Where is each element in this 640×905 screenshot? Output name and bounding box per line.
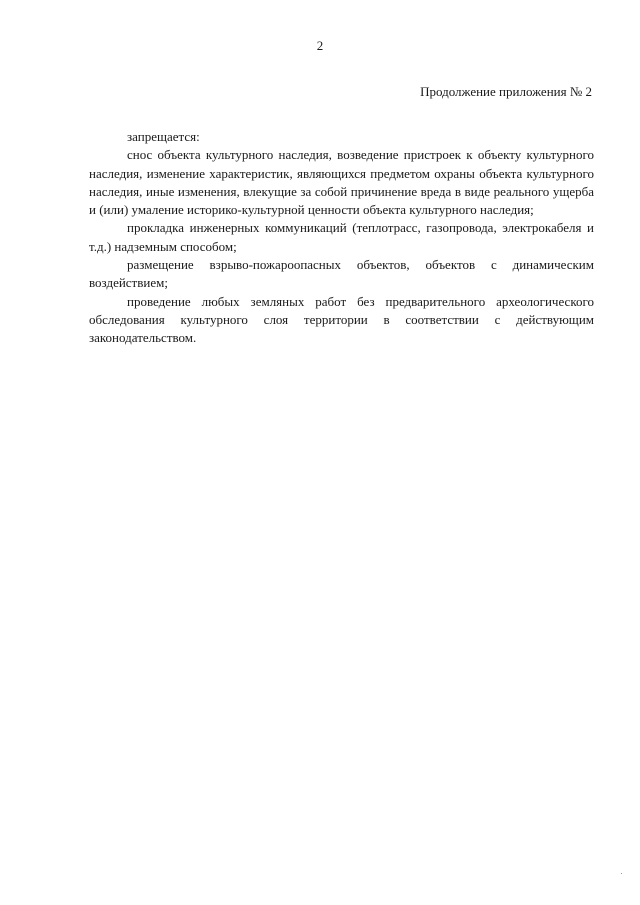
list-item: проведение любых земляных работ без предварительного археологического обследования культурного слоя территории в соответствии с действующим законодательством. [89, 293, 594, 346]
document-body [89, 128, 594, 348]
continuation-header: Продолжение приложения № 2 [420, 84, 592, 99]
list-item: размещение взрыво-пожароопасных объектов, объектов с динамическим воздействием; [89, 257, 594, 291]
scan-speck [621, 873, 622, 874]
lead-text: запрещается: [127, 129, 200, 144]
page-number: 2 [316, 38, 324, 53]
list-item: снос объекта культурного наследия, возведение пристроек к объекту культурного наследия, изменение характеристик, являющихся предметом охраны объекта культурного наследия, иные изменения, влекущие за собой причинение вреда в виде реального ущерба и (или) умаление историко-культурной ценности объекта культурного наследия; [89, 147, 594, 218]
list-item: прокладка инженерных коммуникаций (теплотрасс, газопровода, электрокабеля и т.д.) надземным способом; [89, 220, 594, 254]
